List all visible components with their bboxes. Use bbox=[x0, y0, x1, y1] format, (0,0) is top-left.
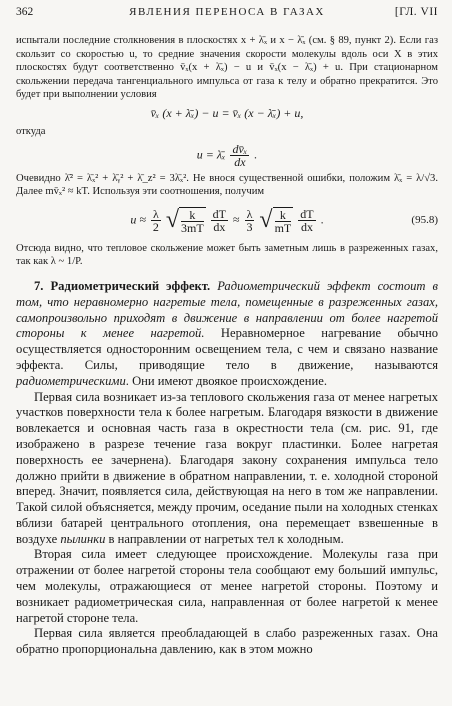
paragraph-conclusion: Отсюда видно, что тепловое скольжение может быть заметным лишь в разреженных газах, так как λ ~ 1/P. bbox=[16, 242, 438, 268]
paragraph-whence: откуда bbox=[16, 125, 46, 137]
eq3-dt2-num: dT bbox=[300, 206, 314, 221]
eq2-denominator: dx bbox=[234, 154, 246, 169]
eq3-sqrt2: √ $\frac{k}{mT}$ bbox=[259, 206, 292, 235]
equation-slip-velocity: u = λ̄ₓ $\frac{\text{dv̄ₓ}}{dx}$ . bbox=[196, 141, 258, 169]
eq2-derivative bbox=[230, 143, 249, 168]
equation-balance: v̄ₓ (x + λ̄ₓ) − u = v̄ₓ (x − λ̄ₓ) + u, bbox=[150, 105, 304, 120]
term-radiometric: радиометрическими bbox=[16, 373, 126, 388]
section-radiometric-effect bbox=[16, 279, 438, 658]
eq3-dt1-den: dx bbox=[213, 219, 226, 234]
equation-95-8 bbox=[16, 207, 438, 234]
eq3-sqrt2-den: mT bbox=[274, 220, 292, 235]
eq3-dt1-num: dT bbox=[212, 206, 226, 221]
section-paragraph-1 bbox=[16, 279, 438, 390]
definition-text: Радиометрический эффект состоит в том, что неравномерно нагретые тела, помещенные в разреженных газах, самопроизвольно приходят в движение в направлении от более нагретой стороны к менее нагретой. bbox=[16, 278, 439, 341]
eq3-approx: ≈ bbox=[233, 212, 240, 226]
paragraph-slip-intro: испытали последние столкновения в плоскостях x + λ̄ₓ и x − λ̄ₓ (см. § 89, пункт 2). Если газ скользит со скоростью u, то средние значения скорости молекулы вдоль оси X в этих плоскостях будут соответственно v̄ₓ(x + λ̄ₓ) − u и v̄ₓ(x − λ̄ₓ) + u. При стационарном скольжении передача тангенциального импульса от газа к телу и обратно прекратится. Это будет при выполнении условия bbox=[16, 35, 438, 101]
eq3-frac1-den: 2 bbox=[152, 219, 159, 234]
eq3-frac2-den: 3 bbox=[246, 219, 253, 234]
section-paragraph-2 bbox=[16, 390, 438, 548]
page-header bbox=[16, 6, 438, 24]
eq3-frac2-num: λ bbox=[246, 206, 253, 221]
paragraph-2-text-a: Первая сила возникает из-за теплового скольжения газа от менее нагретых участков поверхности тела к более нагретым. Благодаря вязкости в движение вовлекается и основная часть газа в окрестности тела (см. рис. 91, где изображено в разрезе течение газа вокруг пластинки. Более нагретая поверхность ее зачернена). Благодаря закону сохранения импульса тело должно прийти в движение в обратном направлении, т. е. холодной стороной вперед. Значит, появляется сила, действующая на него в том же направлении. Такой силой объясняется, между прочим, оседание пыли на холодных стенках вблизи батарей центрального отопления, она перемещает взвешенные в воздухе bbox=[16, 389, 438, 546]
equation-label: (95.8) bbox=[411, 214, 438, 227]
page-number: 362 bbox=[16, 6, 34, 18]
eq3-dt2 bbox=[298, 208, 315, 233]
paragraph-1-text-b: . Они имеют двоякое происхождение. bbox=[125, 373, 327, 388]
eq3-frac1-num: λ bbox=[152, 206, 159, 221]
paragraph-2-text-b: в направлении от нагретых тел к холодным. bbox=[105, 531, 344, 546]
eq3-frac2 bbox=[245, 208, 255, 233]
paragraph-obviously: Очевидно λ̄² = λ̄ₓ² + λ̄ᵧ² + λ̄_z² = 3λ̄ₓ². Не внося существенной ошибки, положим λ̄ₓ = λ/√3. Далее mv̄ₓ² ≈ kT. Используя эти соотношения, получим bbox=[16, 172, 438, 198]
eq3-sqrt1-den: 3mT bbox=[180, 220, 204, 235]
section-paragraph-3: Вторая сила имеет следующее происхождение. Молекулы газа при отражении от более нагретой стороны тела сообщают ему больший импульс, чем молекулы, отражающиеся от менее нагретой стороны. Поэтому и возникает радиометрическая сила, направленная от более нагретой к менее нагретой стороне тела. bbox=[16, 547, 438, 625]
section-number: 7. bbox=[34, 278, 44, 293]
eq2-numerator: dv̄ₓ bbox=[232, 141, 248, 156]
eq3-sqrt1: √ $\frac{k}{3mT}$ bbox=[165, 206, 204, 235]
section-title: Радиометрический эффект. bbox=[50, 278, 211, 293]
eq3-lhs: u ≈ bbox=[130, 212, 146, 226]
chapter-label: [ГЛ. VII bbox=[394, 6, 438, 18]
eq3-sqrt2-num: k bbox=[275, 209, 292, 222]
paragraph-1-text-a: Неравномерное нагревание обычно осуществляется односторонним освещением тела, с чем и связано название эффекта. Силы, приводящие тело в движение, называются bbox=[16, 326, 438, 372]
section-paragraph-4: Первая сила является преобладающей в слабо разреженных газах. Она обратно пропорциональна давлению, как в этом можно bbox=[16, 626, 438, 657]
eq2-lhs: u = λ̄ₓ bbox=[196, 146, 226, 161]
term-dust: пылинки bbox=[60, 531, 106, 546]
eq3-sqrt1-num: k bbox=[181, 209, 204, 222]
eq3-dt1 bbox=[211, 208, 228, 233]
running-title: ЯВЛЕНИЯ ПЕРЕНОСА В ГАЗАХ bbox=[129, 6, 325, 18]
eq3-dt2-den: dx bbox=[300, 219, 313, 234]
eq3-frac1 bbox=[151, 208, 161, 233]
eq3-period: . bbox=[320, 212, 324, 226]
